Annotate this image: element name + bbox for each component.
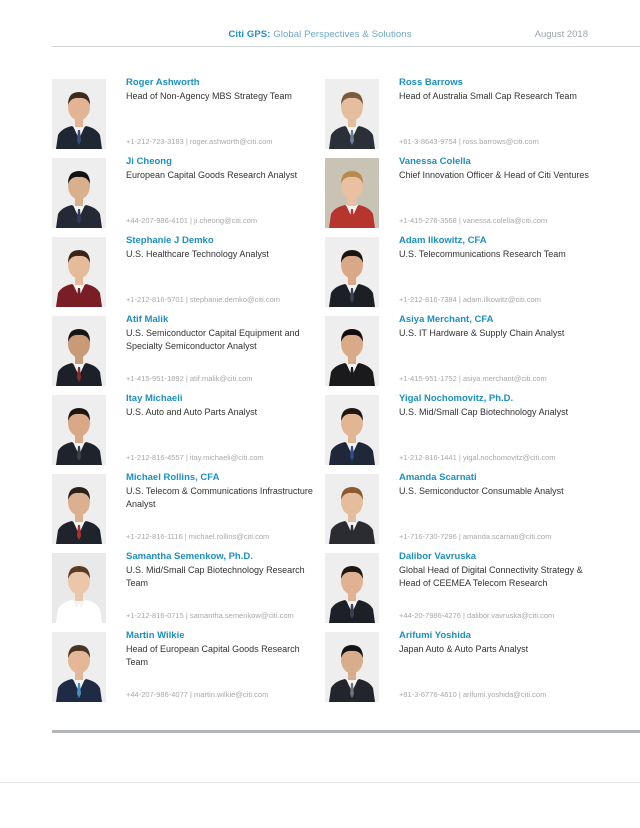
analyst-info — [399, 234, 595, 261]
analyst-photo — [325, 158, 379, 228]
analyst-card — [325, 392, 595, 468]
analyst-name: Roger Ashworth — [126, 77, 200, 88]
analyst-photo — [52, 79, 106, 149]
analyst-role: U.S. Telecom & Communications Infrastructure Analyst — [126, 486, 313, 509]
analyst-name: Arifumi Yoshida — [399, 630, 471, 641]
analyst-role: U.S. Semiconductor Capital Equipment and Specialty Semiconductor Analyst — [126, 328, 300, 351]
analyst-contact[interactable]: +1-415-951-1892 | atif.malik@citi.com — [126, 374, 253, 383]
analyst-info — [126, 155, 322, 182]
analyst-role: Chief Innovation Officer & Head of Citi Ventures — [399, 170, 589, 180]
analyst-name: Martin Wilkie — [126, 630, 185, 641]
analyst-role: Head of Australia Small Cap Research Team — [399, 91, 577, 101]
analyst-name: Samantha Semenkow, Ph.D. — [126, 551, 253, 562]
analyst-photo — [325, 474, 379, 544]
analyst-role: Japan Auto & Auto Parts Analyst — [399, 644, 529, 654]
analyst-photo — [52, 316, 106, 386]
analyst-photo — [325, 79, 379, 149]
analyst-contact[interactable]: +44-207-986-4101 | ji.cheong@citi.com — [126, 216, 258, 225]
analyst-name: Vanessa Colella — [399, 156, 471, 167]
analyst-photo — [52, 158, 106, 228]
analyst-card — [325, 76, 595, 152]
brand-name: Citi GPS: — [228, 29, 271, 40]
analyst-photo — [52, 632, 106, 702]
analyst-contact[interactable]: +1-415-276-3568 | vanessa.colella@citi.com — [399, 216, 548, 225]
analyst-info — [126, 629, 322, 668]
analyst-card — [52, 471, 322, 547]
analyst-name: Dalibor Vavruska — [399, 551, 477, 562]
analyst-info — [126, 234, 322, 261]
analyst-card — [325, 550, 595, 626]
analyst-photo — [325, 395, 379, 465]
analyst-card — [52, 550, 322, 626]
analyst-photo — [52, 474, 106, 544]
analyst-card — [325, 313, 595, 389]
analyst-contact[interactable]: +1-212-816-1116 | michael.rollins@citi.com — [126, 532, 270, 541]
analyst-info — [126, 471, 322, 510]
analyst-photo — [325, 553, 379, 623]
analyst-card — [52, 234, 322, 310]
analyst-role: U.S. Mid/Small Cap Biotechnology Analyst — [399, 407, 569, 417]
analyst-contact[interactable]: +44-207-986-4077 | martin.wilkie@citi.com — [126, 690, 269, 699]
analyst-info — [399, 629, 595, 656]
analyst-photo — [325, 237, 379, 307]
analyst-name: Ross Barrows — [399, 77, 463, 88]
analyst-card — [52, 76, 322, 152]
analyst-card — [325, 234, 595, 310]
analyst-contact[interactable]: +61-3-8643-9754 | ross.barrows@citi.com — [399, 137, 539, 146]
analyst-role: Head of Non-Agency MBS Strategy Team — [126, 91, 292, 101]
analyst-info — [399, 550, 595, 589]
analyst-info — [399, 155, 595, 182]
analyst-role: U.S. Mid/Small Cap Biotechnology Research Team — [126, 565, 305, 588]
analyst-contact[interactable]: +1-415-951-1752 | asiya.merchant@citi.com — [399, 374, 547, 383]
analyst-info — [126, 392, 322, 419]
analyst-info — [399, 76, 595, 103]
analyst-contact[interactable]: +1-212-816-5701 | stephanie.demko@citi.com — [126, 295, 281, 304]
analyst-info — [126, 550, 322, 589]
page-bottom-divider — [0, 782, 640, 783]
analyst-name: Stephanie J Demko — [126, 235, 214, 246]
analyst-info — [399, 313, 595, 340]
analyst-contact[interactable]: +1-212-816-0715 | samantha.semenkow@citi.com — [126, 611, 294, 620]
analyst-card — [52, 155, 322, 231]
analyst-contact[interactable]: +1-212-816-1441 | yigal.nochomovitz@citi.com — [399, 453, 556, 462]
analyst-role: U.S. Semiconductor Consumable Analyst — [399, 486, 564, 496]
analyst-photo — [52, 553, 106, 623]
publication-date: August 2018 — [534, 29, 588, 40]
analyst-info — [126, 76, 322, 103]
header-divider — [52, 46, 640, 47]
analyst-name: Asiya Merchant, CFA — [399, 314, 494, 325]
analyst-role: European Capital Goods Research Analyst — [126, 170, 298, 180]
analyst-name: Adam Ilkowitz, CFA — [399, 235, 487, 246]
page-header — [0, 0, 640, 48]
analyst-name: Yigal Nochomovitz, Ph.D. — [399, 393, 514, 404]
analyst-name: Michael Rollins, CFA — [126, 472, 220, 483]
analyst-card — [325, 629, 595, 705]
analyst-role: Global Head of Digital Connectivity Strategy & Head of CEEMEA Telecom Research — [399, 565, 583, 588]
footer-divider — [52, 730, 640, 733]
analyst-info — [399, 471, 595, 498]
analyst-photo — [325, 632, 379, 702]
analyst-role: U.S. Auto and Auto Parts Analyst — [126, 407, 258, 417]
analyst-contact[interactable]: +81-3-6776-4610 | arifumi.yoshida@citi.com — [399, 690, 547, 699]
analyst-name: Amanda Scarnati — [399, 472, 477, 483]
analyst-name: Ji Cheong — [126, 156, 172, 167]
analyst-card — [52, 313, 322, 389]
analyst-info — [399, 392, 595, 419]
analyst-contact[interactable]: +1-212-816-7384 | adam.ilkowitz@citi.com — [399, 295, 541, 304]
analyst-role: Head of European Capital Goods Research Team — [126, 644, 300, 667]
analyst-contact[interactable]: +1-212-723-3183 | roger.ashworth@citi.com — [126, 137, 273, 146]
analyst-role: U.S. Healthcare Technology Analyst — [126, 249, 269, 259]
analyst-contact[interactable]: +1-212-816-4557 | itay.michaeli@citi.com — [126, 453, 264, 462]
analyst-contact[interactable]: +1-716-730-7296 | amanda.scarnati@citi.com — [399, 532, 552, 541]
analyst-name: Atif Malik — [126, 314, 169, 325]
analyst-contact[interactable]: +44-20-7986-4276 | dalibor.vavruska@citi.com — [399, 611, 555, 620]
analyst-role: U.S. IT Hardware & Supply Chain Analyst — [399, 328, 565, 338]
analyst-card — [52, 629, 322, 705]
analyst-photo — [52, 237, 106, 307]
publication-subtitle: Global Perspectives & Solutions — [273, 29, 412, 40]
analyst-card — [52, 392, 322, 468]
analyst-photo — [52, 395, 106, 465]
analyst-info — [126, 313, 322, 352]
analyst-card — [325, 155, 595, 231]
analyst-card — [325, 471, 595, 547]
analyst-photo — [325, 316, 379, 386]
analyst-role: U.S. Telecommunications Research Team — [399, 249, 566, 259]
analyst-name: Itay Michaeli — [126, 393, 183, 404]
